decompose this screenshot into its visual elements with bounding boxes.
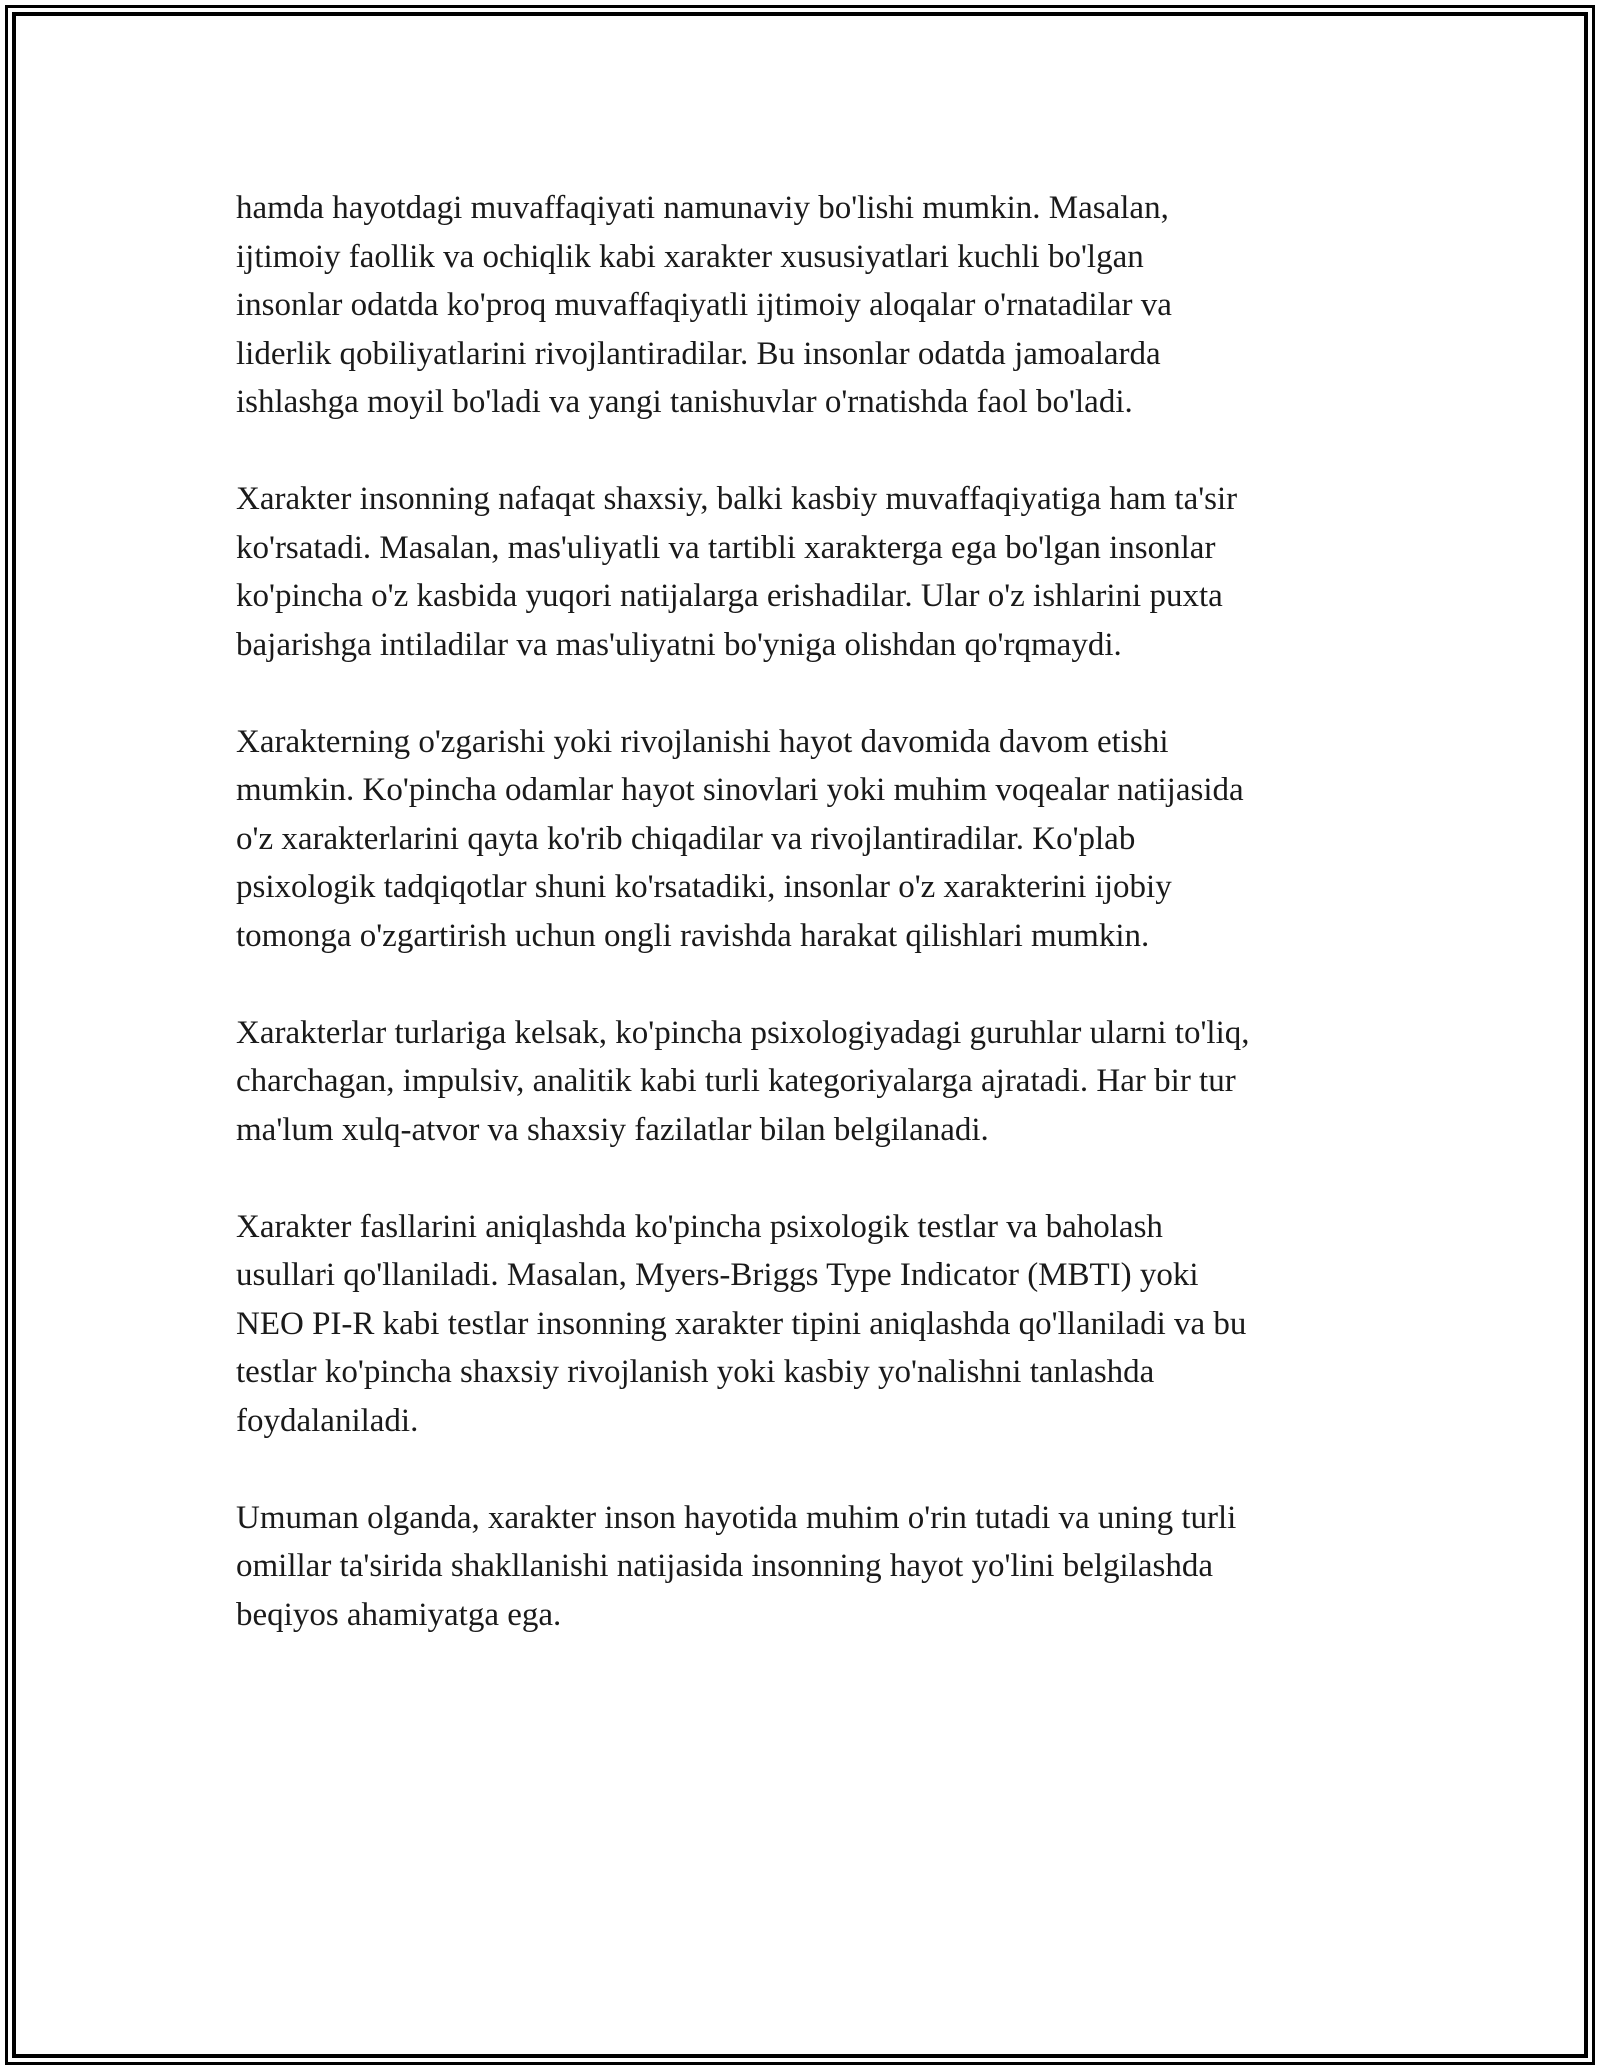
text-line: charchagan, impulsiv, analitik kabi turli kategoriyalarga ajratadi. Har bir tur	[236, 1063, 1236, 1099]
text-line: Xarakter fasllarini aniqlashda ko'pincha psixologik testlar va baholash	[236, 1208, 1163, 1245]
text-line: psixologik tadqiqotlar shuni ko'rsatadiki, insonlar o'z xarakterini ijobiy	[236, 869, 1172, 905]
paragraph-2	[236, 475, 1386, 669]
paragraph-4	[236, 1009, 1386, 1155]
text-line: NEO PI-R kabi testlar insonning xarakter tipini aniqlashda qo'llaniladi va bu	[236, 1305, 1247, 1342]
text-line: liderlik qobiliyatlarini rivojlantiradilar. Bu insonlar odatda jamoalarda	[236, 335, 1161, 372]
text-line: ma'lum xulq-atvor va shaxsiy fazilatlar bilan belgilanadi.	[236, 1111, 989, 1148]
text-line: usullari qo'llaniladi. Masalan, Myers-Briggs Type Indicator (MBTI) yoki	[236, 1257, 1199, 1293]
text-line: bajarishga intiladilar va mas'uliyatni bo'yniga olishdan qo'rqmaydi.	[236, 626, 1122, 663]
text-line: beqiyos ahamiyatga ega.	[236, 1596, 562, 1633]
text-line: foydalaniladi.	[236, 1402, 419, 1439]
text-line: omillar ta'sirida shakllanishi natijasida insonning hayot yo'lini belgilashda	[236, 1548, 1213, 1584]
paragraph-6	[236, 1494, 1386, 1640]
paragraph-1	[236, 184, 1386, 427]
text-line: mumkin. Ko'pincha odamlar hayot sinovlari yoki muhim voqealar natijasida	[236, 772, 1244, 808]
text-line: testlar ko'pincha shaxsiy rivojlanish yoki kasbiy yo'nalishni tanlashda	[236, 1354, 1155, 1390]
paragraph-3	[236, 718, 1386, 961]
text-line: Xarakter insonning nafaqat shaxsiy, balki kasbiy muvaffaqiyatiga ham ta'sir	[236, 481, 1238, 517]
text-line: ishlashga moyil bo'ladi va yangi tanishuvlar o'rnatishda faol bo'ladi.	[236, 384, 1133, 420]
paragraph-5	[236, 1203, 1386, 1446]
document-body	[236, 184, 1386, 1688]
text-line: Umuman olganda, xarakter inson hayotida muhim o'rin tutadi va uning turli	[236, 1499, 1237, 1536]
text-line: o'z xarakterlarini qayta ko'rib chiqadilar va rivojlantiradilar. Ko'plab	[236, 820, 1136, 857]
text-line: tomonga o'zgartirish uchun ongli ravishda harakat qilishlari mumkin.	[236, 917, 1150, 954]
text-line: hamda hayotdagi muvaffaqiyati namunaviy bo'lishi mumkin. Masalan,	[236, 190, 1169, 226]
text-line: insonlar odatda ko'proq muvaffaqiyatli ijtimoiy aloqalar o'rnatadilar va	[236, 287, 1172, 323]
text-line: Xarakterning o'zgarishi yoki rivojlanishi hayot davomida davom etishi	[236, 723, 1169, 760]
text-line: ko'rsatadi. Masalan, mas'uliyatli va tartibli xarakterga ega bo'lgan insonlar	[236, 529, 1216, 566]
text-line: ijtimoiy faollik va ochiqlik kabi xarakter xususiyatlari kuchli bo'lgan	[236, 238, 1144, 275]
text-line: Xarakterlar turlariga kelsak, ko'pincha psixologiyadagi guruhlar ularni to'liq,	[236, 1014, 1250, 1051]
text-line: ko'pincha o'z kasbida yuqori natijalarga erishadilar. Ular o'z ishlarini puxta	[236, 578, 1223, 614]
